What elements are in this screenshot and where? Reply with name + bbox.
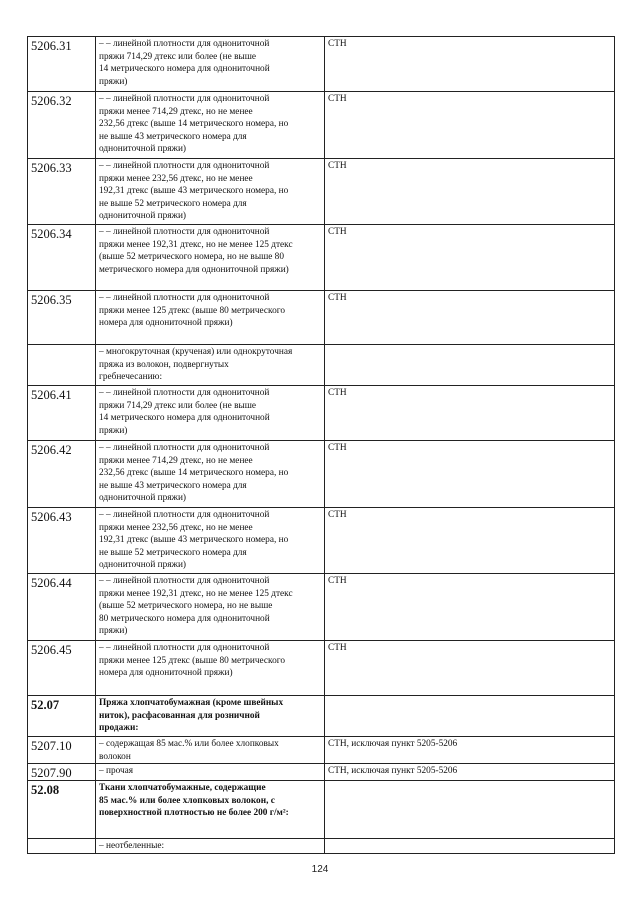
description-cell <box>96 441 325 508</box>
origin-criterion-cell: СТН, исключая пункт 5205-5206 <box>325 737 615 764</box>
description-cell <box>96 345 325 386</box>
description-cell <box>96 291 325 345</box>
table-row <box>28 345 615 386</box>
hs-code-cell: 5206.45 <box>28 641 96 696</box>
hs-code-cell: 5206.33 <box>28 159 96 225</box>
table-row <box>28 574 615 641</box>
description-line: – – линейной плотности для однониточной <box>99 161 270 171</box>
table-row <box>28 737 615 764</box>
description-line: пряжи менее 125 дтекс (выше 80 метрического <box>99 655 285 666</box>
description-line: пряжа из волокон, подвергнутых <box>99 359 229 370</box>
hs-code-cell <box>28 839 96 854</box>
description-line: пряжи менее 232,56 дтекс, но не менее <box>99 173 253 184</box>
table-row <box>28 386 615 441</box>
description-line: не выше 52 метрического номера для <box>99 547 247 558</box>
description-line: пряжи менее 192,31 дтекс, но не менее 125 дтекс <box>99 239 293 250</box>
description-cell <box>96 696 325 737</box>
table-row <box>28 441 615 508</box>
description-line: однониточной пряжи) <box>99 560 187 571</box>
description-line: однониточной пряжи) <box>99 493 187 504</box>
description-line: – – линейной плотности для однониточной <box>99 643 270 653</box>
origin-criterion-cell <box>325 839 615 854</box>
description-line: 80 метрического номера для однониточной <box>99 613 270 624</box>
description-line: пряжи) <box>99 425 128 436</box>
description-line: пряжи менее 714,29 дтекс, но не менее <box>99 106 253 117</box>
description-line: пряжи менее 232,56 дтекс, но не менее <box>99 522 253 533</box>
description-cell <box>96 159 325 225</box>
hs-code-cell <box>28 345 96 386</box>
origin-criterion-cell: СТН <box>325 92 615 159</box>
origin-criterion-cell <box>325 696 615 737</box>
description-cell <box>96 764 325 781</box>
hs-code-cell: 5206.31 <box>28 37 96 92</box>
description-line: пряжи менее 125 дтекс (выше 80 метрического <box>99 305 285 316</box>
hs-code-cell: 5206.34 <box>28 225 96 291</box>
description-line: пряжи) <box>99 76 128 87</box>
description-line: номера для однониточной пряжи) <box>99 318 233 329</box>
description-line: – многокруточная (крученая) или однокруточная <box>99 347 293 357</box>
description-line: 232,56 дтекс (выше 14 метрического номера, но <box>99 468 289 479</box>
description-line: (выше 52 метрического номера, но не выше <box>99 601 273 612</box>
description-line: пряжи менее 192,31 дтекс, но не менее 125 дтекс <box>99 588 293 599</box>
description-line: – неотбеленные: <box>99 841 165 852</box>
description-line: – – линейной плотности для однониточной <box>99 576 270 586</box>
origin-criterion-cell: СТН <box>325 291 615 345</box>
description-line: 14 метрического номера для однониточной <box>99 64 270 75</box>
description-cell <box>96 92 325 159</box>
origin-criterion-cell: СТН <box>325 159 615 225</box>
description-line: пряжи 714,29 дтекс или более (не выше <box>99 51 256 62</box>
origin-criterion-cell: СТН <box>325 441 615 508</box>
table-row <box>28 159 615 225</box>
hs-code-cell: 5206.41 <box>28 386 96 441</box>
origin-criterion-cell: СТН <box>325 574 615 641</box>
table-row <box>28 696 615 737</box>
origin-criterion-cell: СТН <box>325 386 615 441</box>
description-line: пряжи) <box>99 626 128 637</box>
description-line: – – линейной плотности для однониточной <box>99 388 270 398</box>
table-row <box>28 291 615 345</box>
table-row <box>28 839 615 854</box>
description-line: однониточной пряжи) <box>99 211 187 222</box>
description-line: не выше 43 метрического номера для <box>99 131 247 142</box>
description-line: волокон <box>99 751 131 762</box>
description-line: 14 метрического номера для однониточной <box>99 413 270 424</box>
description-line: – прочая <box>99 766 134 777</box>
origin-criterion-cell: СТН <box>325 225 615 291</box>
description-line: пряжи менее 714,29 дтекс, но не менее <box>99 455 253 466</box>
description-line: Пряжа хлопчатобумажная (кроме швейных <box>99 698 284 708</box>
hs-code-cell: 52.08 <box>28 781 96 839</box>
description-line: – – линейной плотности для однониточной <box>99 443 270 453</box>
description-cell <box>96 574 325 641</box>
table-body <box>28 37 615 854</box>
description-line: поверхностной плотностью не более 200 г/м²: <box>99 808 289 819</box>
description-line: 85 мас.% или более хлопковых волокон, с <box>99 795 275 806</box>
origin-criterion-cell: СТН, исключая пункт 5205-5206 <box>325 764 615 781</box>
description-cell <box>96 641 325 696</box>
origin-criterion-cell <box>325 345 615 386</box>
origin-criterion-cell: СТН <box>325 37 615 92</box>
description-line: продажи: <box>99 723 139 734</box>
table-row <box>28 37 615 92</box>
table-row <box>28 781 615 839</box>
description-line: (выше 52 метрического номера, но не выше 80 <box>99 252 284 263</box>
origin-criterion-cell: СТН <box>325 508 615 574</box>
description-line: – – линейной плотности для однониточной <box>99 227 270 237</box>
description-line: однониточной пряжи) <box>99 144 187 155</box>
page-number: 124 <box>311 864 329 875</box>
hs-code-cell: 5206.35 <box>28 291 96 345</box>
description-line: 232,56 дтекс (выше 14 метрического номера, но <box>99 119 289 130</box>
description-line: не выше 43 метрического номера для <box>99 480 247 491</box>
description-cell <box>96 737 325 764</box>
hs-code-cell: 5207.90 <box>28 764 96 781</box>
description-cell <box>96 839 325 854</box>
description-line: – – линейной плотности для однониточной <box>99 293 270 303</box>
hs-code-cell: 5206.32 <box>28 92 96 159</box>
hs-code-cell: 5206.42 <box>28 441 96 508</box>
table-row <box>28 92 615 159</box>
table-row <box>28 225 615 291</box>
table-row <box>28 508 615 574</box>
description-line: ниток), расфасованная для розничной <box>99 710 260 721</box>
description-line: метрического номера для однониточной пряжи) <box>99 264 289 275</box>
description-line: – – линейной плотности для однониточной <box>99 94 270 104</box>
description-line: – – линейной плотности для однониточной <box>99 39 270 49</box>
description-line: не выше 52 метрического номера для <box>99 198 247 209</box>
origin-criterion-cell <box>325 781 615 839</box>
table-row <box>28 641 615 696</box>
origin-criterion-cell: СТН <box>325 641 615 696</box>
table-row <box>28 764 615 781</box>
description-line: 192,31 дтекс (выше 43 метрического номера, но <box>99 535 289 546</box>
description-line: номера для однониточной пряжи) <box>99 668 233 679</box>
description-cell <box>96 37 325 92</box>
hs-code-cell: 52.07 <box>28 696 96 737</box>
description-cell <box>96 508 325 574</box>
tariff-code-table <box>27 36 615 854</box>
description-line: – содержащая 85 мас.% или более хлопковых <box>99 739 279 749</box>
description-line: 192,31 дтекс (выше 43 метрического номера, но <box>99 186 289 197</box>
description-line: гребнечесанию: <box>99 372 163 383</box>
description-cell <box>96 781 325 839</box>
description-line: пряжи 714,29 дтекс или более (не выше <box>99 400 256 411</box>
hs-code-cell: 5206.43 <box>28 508 96 574</box>
hs-code-cell: 5206.44 <box>28 574 96 641</box>
description-line: – – линейной плотности для однониточной <box>99 510 270 520</box>
description-cell <box>96 386 325 441</box>
description-line: Ткани хлопчатобумажные, содержащие <box>99 783 266 794</box>
description-cell <box>96 225 325 291</box>
hs-code-cell: 5207.10 <box>28 737 96 764</box>
